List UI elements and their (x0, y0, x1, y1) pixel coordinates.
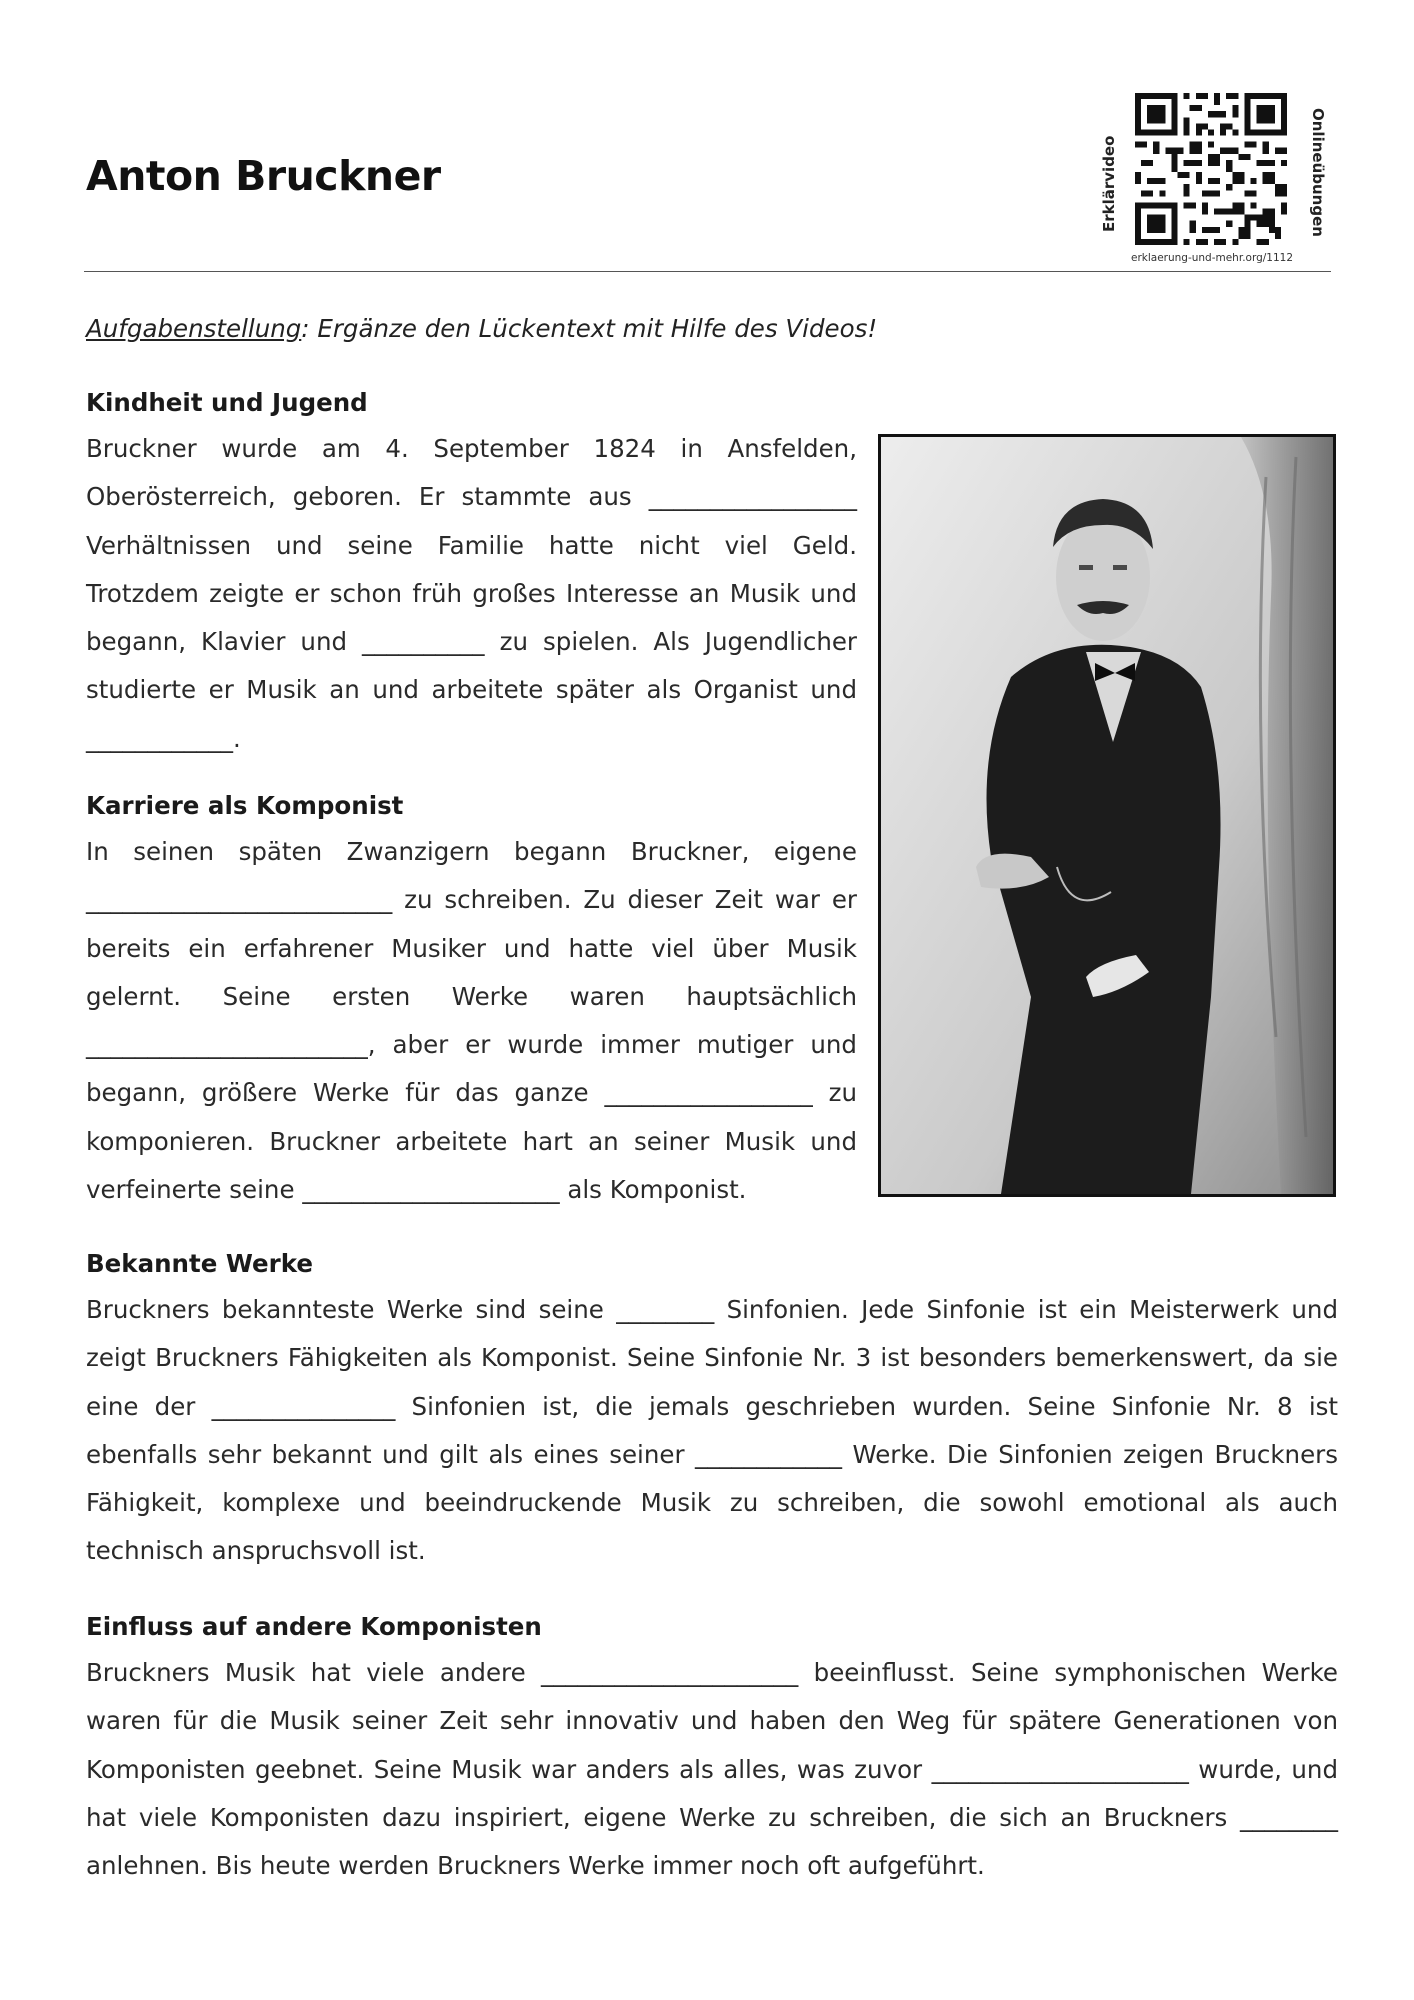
task-instruction (86, 314, 877, 343)
header-divider (84, 271, 1331, 272)
video-label[interactable]: Erklärvideo (1100, 135, 1118, 232)
paragraph-werke: Bruckners bekannteste Werke sind seine ________ Sinfonien. Jede Sinfonie ist ein Meisterwerk und zeigt Bruckners Fähigkeiten als Komponist. Seine Sinfonie Nr. 3 ist besonders bemerkenswert, da sie eine der _______________ Sinfonien ist, die jemals geschrieben wurden. Seine Sinfonie Nr. 8 ist ebenfalls sehr bekannt und gilt als eines seiner ____________ Werke. Die Sinfonien zeigen Bruckners Fähigkeit, komplexe und beeindruckende Musik zu schreiben, die sowohl emotional als auch technisch anspruchsvoll ist. (86, 1295, 1338, 1566)
heading-einfluss: Einfluss auf andere Komponisten (86, 1612, 542, 1641)
paragraph-kindheit: Bruckner wurde am 4. September 1824 in Ansfelden, Oberösterreich, geboren. Er stammte aus _________________ Verhältnissen und seine Familie hatte nicht viel Geld. Trotzdem zeigte er schon früh großes Interesse an Musik und begann, Klavier und __________ zu spielen. Als Jugendlicher studierte er Musik an und arbeitete später als Organist und ____________. (86, 434, 857, 753)
qr-url: erklaerung-und-mehr.org/1112 (1130, 252, 1294, 264)
heading-karriere: Karriere als Komponist (86, 791, 404, 820)
bruckner-portrait-photo (878, 434, 1336, 1197)
heading-werke: Bekannte Werke (86, 1249, 313, 1278)
exercises-label[interactable]: Onlineübungen (1309, 108, 1327, 237)
paragraph-einfluss: Bruckners Musik hat viele andere _____________________ beeinflusst. Seine symphonischen Werke waren für die Musik seiner Zeit sehr innovativ und haben den Weg für spätere Generationen von Komponisten geebnet. Seine Musik war anders als alles, was zuvor _____________________ wurde, und hat viele Komponisten dazu inspiriert, eigene Werke zu schreiben, die sich an Bruckners ________ anlehnen. Bis heute werden Bruckners Werke immer noch oft aufgeführt. (86, 1658, 1338, 1881)
page-title: Anton Bruckner (86, 152, 441, 200)
qr-code[interactable] (1135, 93, 1287, 245)
paragraph-karriere: In seinen späten Zwanzigern begann Bruckner, eigene _________________________ zu schreiben. Zu dieser Zeit war er bereits ein erfahrener Musiker und hatte viel über Musik gelernt. Seine ersten Werke waren hauptsächlich _______________________, aber er wurde immer mutiger und begann, größere Werke für das ganze _________________ zu komponieren. Bruckner arbeitete hart an seiner Musik und verfeinerte seine _____________________ als Komponist. (86, 837, 857, 1205)
heading-kindheit: Kindheit und Jugend (86, 388, 368, 417)
task-label: Aufgabenstellung (86, 314, 302, 343)
task-text: : Ergänze den Lückentext mit Hilfe des Videos! (301, 314, 878, 343)
